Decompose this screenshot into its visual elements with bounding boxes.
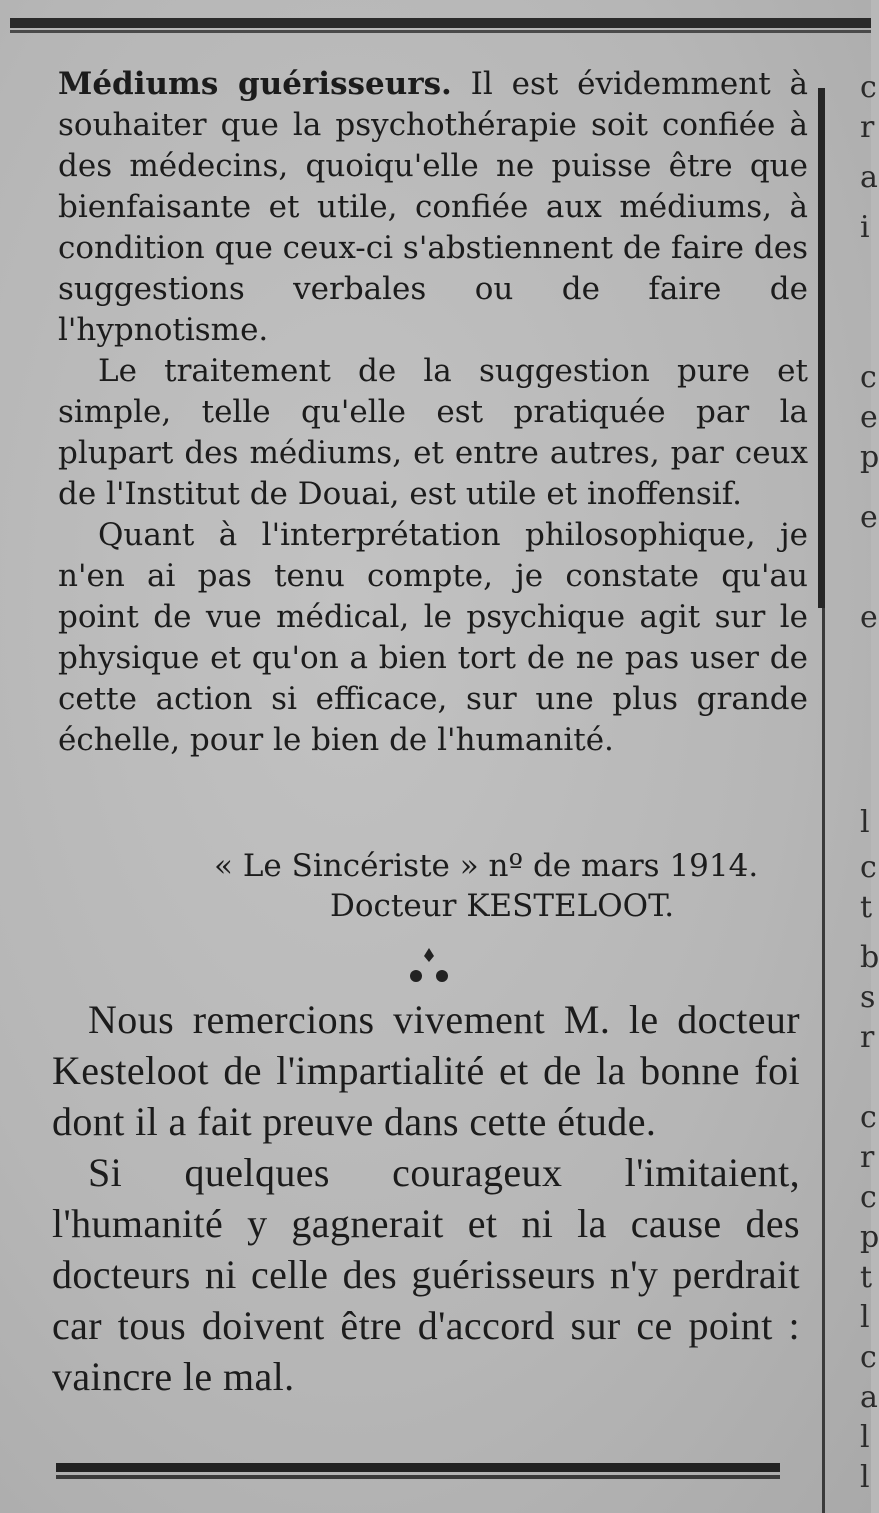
fragment-letter: p [860, 1220, 879, 1255]
bottom-rule [56, 1463, 780, 1472]
article-lead-heading: Médiums guérisseurs. [58, 66, 452, 102]
fragment-letter: e [860, 500, 878, 535]
fragment-letter: c [860, 850, 877, 885]
fragment-letter: i [860, 210, 870, 245]
ornament-asterism-icon [404, 944, 454, 988]
article-paragraph: Le traitement de la suggestion pure et simple, telle qu'elle est pratiquée par la plupart des médiums, et entre autres, par ceux de l'Institut de Douai, est utile et inoffensif. [58, 353, 808, 512]
fragment-letter: a [860, 160, 878, 195]
editorial-commentary [52, 994, 800, 1402]
fragment-letter: t [860, 1260, 873, 1295]
fragment-letter: c [860, 1180, 877, 1215]
fragment-letter: e [860, 400, 878, 435]
fragment-letter: r [860, 110, 875, 145]
column-divider-lower [822, 608, 825, 1513]
fragment-letter: a [860, 1380, 878, 1415]
article-author: Docteur KESTELOOT. [330, 888, 675, 924]
fragment-letter: l [860, 1300, 870, 1335]
fragment-letter: c [860, 1100, 877, 1135]
article-source: « Le Sincériste » nº de mars 1914. [214, 848, 759, 884]
fragment-letter: c [860, 360, 877, 395]
fragment-letter: l [860, 805, 870, 840]
fragment-letter: l [860, 1420, 870, 1455]
fragment-letter: b [860, 940, 879, 975]
fragment-letter: r [860, 1020, 875, 1055]
article-paragraph [58, 64, 808, 351]
fragment-letter: s [860, 980, 876, 1015]
top-rule [10, 18, 871, 28]
fragment-letter: p [860, 440, 879, 475]
fragment-letter: c [860, 1340, 877, 1375]
commentary-paragraph: Si quelques courageux l'imitaient, l'humanité y gagnerait et ni la cause des docteurs ni celle des guérisseurs n'y perdrait car tous doivent être d'accord sur ce point : vaincre le mal. [52, 1150, 800, 1399]
fragment-letter: r [860, 1140, 875, 1175]
quoted-article [58, 64, 808, 761]
article-paragraph-text: Il est évidemment à souhaiter que la psychothérapie soit confiée à des médecins, quoiqu'elle ne puisse être que bienfaisante et utile, confiée aux médiums, à condition que ceux-ci s'abstiennent de faire des suggestions verbales ou de faire de l'hypnotisme. [58, 66, 808, 348]
column-divider [818, 88, 825, 608]
fragment-letter: e [860, 600, 878, 635]
fragment-letter: l [860, 1460, 870, 1495]
fragment-letter: c [860, 70, 877, 105]
article-paragraph: Quant à l'interprétation philosophique, je n'en ai pas tenu compte, je constate qu'au point de vue médical, le psychique agit sur le physique et qu'on a bien tort de ne pas user de cette action si efficace, sur une plus grande échelle, pour le bien de l'humanité. [58, 517, 808, 758]
fragment-letter: t [860, 890, 873, 925]
adjacent-column-fragments [840, 60, 879, 1510]
commentary-paragraph: Nous remercions vivement M. le docteur Kesteloot de l'impartialité et de la bonne foi dont il a fait preuve dans cette étude. [52, 997, 800, 1144]
